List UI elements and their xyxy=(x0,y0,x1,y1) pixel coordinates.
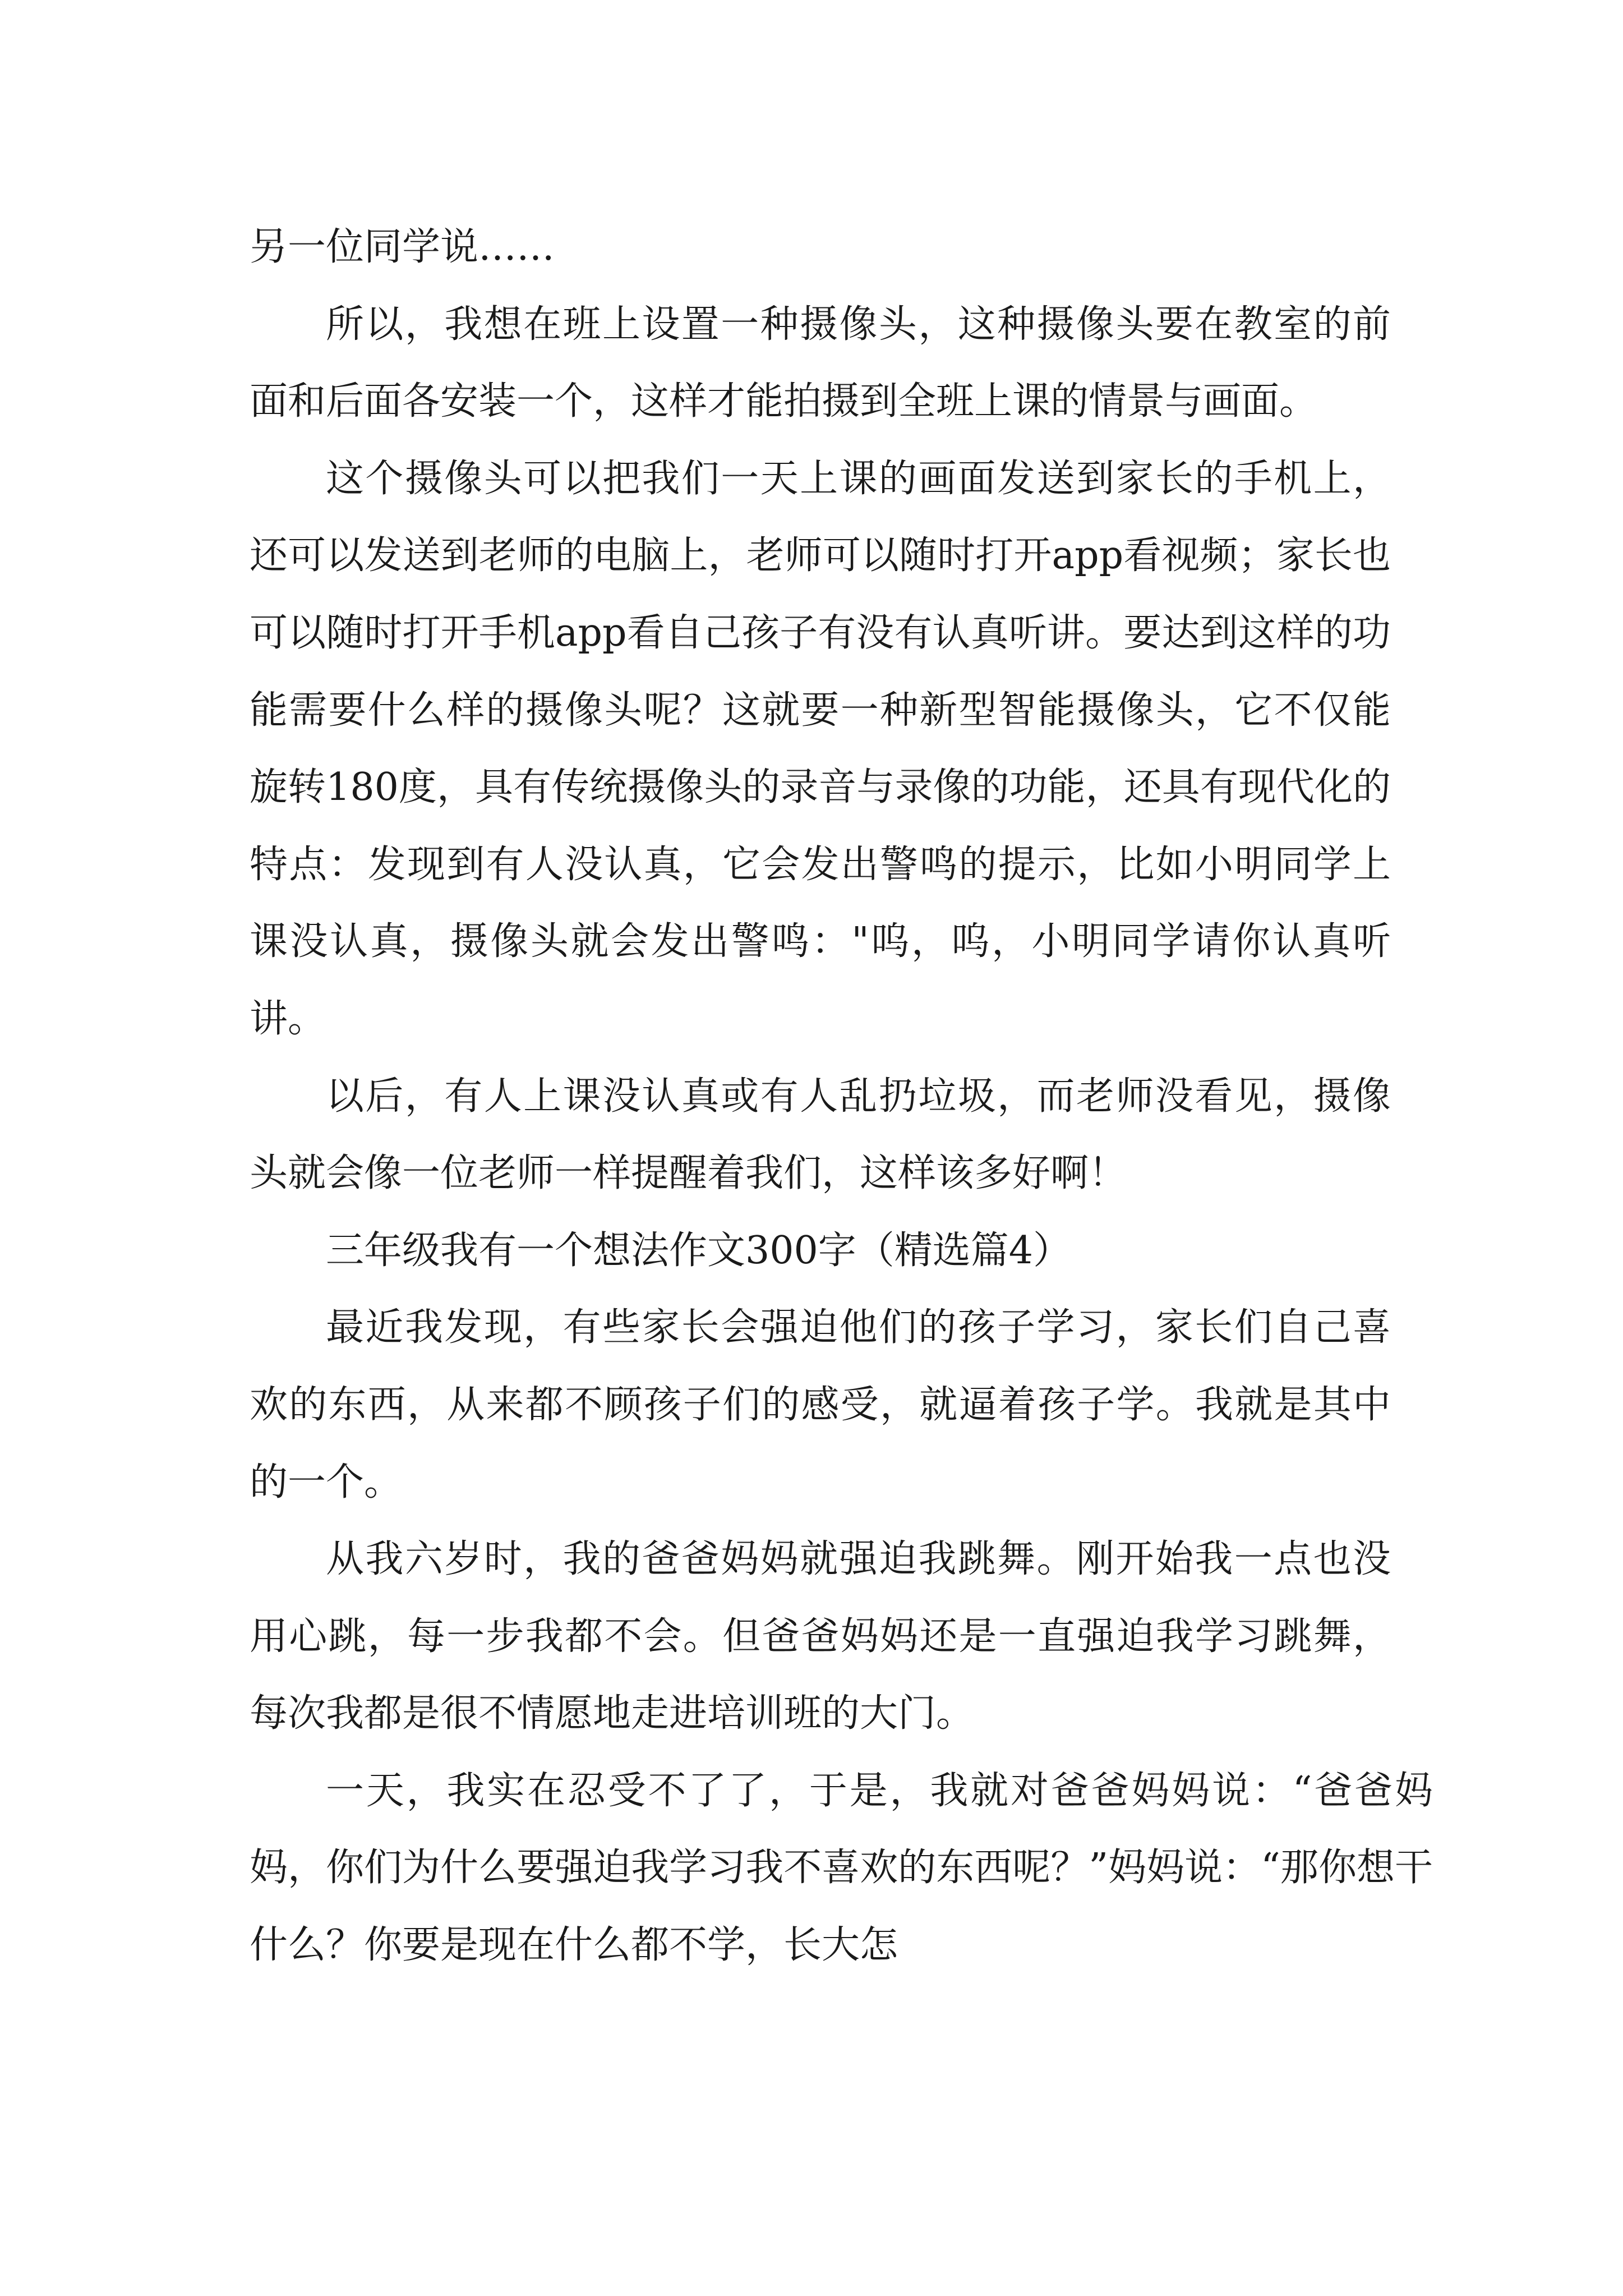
essay-heading: 三年级我有一个想法作文300字（精选篇4） xyxy=(326,1228,1072,1273)
paragraph-camera-function: 这个摄像头可以把我们一天上课的画面发送到家长的手机上，还可以发送到老师的电脑上，老师可以随时打开app看视频；家长也可以随时打开手机app看自己孩子有没有认真听讲。要达到这样的功能需要什么样的摄像头呢？这就要一种新型智能摄像头，它不仅能旋转180度，具有传统摄像头的录音与录像的功能，还具有现代化的特点：发现到有人没认真，它会发出警鸣的提示，比如小明同学上课没认真，摄像头就会发出警鸣："呜，呜，小明同学请你认真听讲。 xyxy=(250,456,1391,1041)
paragraph-conversation: 一天，我实在忍受不了了，于是，我就对爸爸妈妈说：“爸爸妈妈，你们为什么要强迫我学习我不喜欢的东西呢？”妈妈说：“那你想干什么？你要是现在什么都不学，长大怎 xyxy=(250,1768,1433,1968)
document-body xyxy=(250,209,1433,1984)
paragraph-continuation: 另一位同学说…… xyxy=(250,225,555,269)
paragraph-camera-idea: 所以，我想在班上设置一种摄像头，这种摄像头要在教室的前面和后面各安装一个，这样才能拍摄到全班上课的情景与画面。 xyxy=(250,302,1391,424)
paragraph-camera-conclusion: 以后，有人上课没认真或有人乱扔垃圾，而老师没看见，摄像头就会像一位老师一样提醒着我们，这样该多好啊！ xyxy=(250,1074,1391,1196)
paragraph-parents-force: 最近我发现，有些家长会强迫他们的孩子学习，家长们自己喜欢的东西，从来都不顾孩子们的感受，就逼着孩子学。我就是其中的一个。 xyxy=(250,1305,1391,1504)
paragraph-dance: 从我六岁时，我的爸爸妈妈就强迫我跳舞。刚开始我一点也没用心跳，每一步我都不会。但爸爸妈妈还是一直强迫我学习跳舞，每次我都是很不情愿地走进培训班的大门。 xyxy=(250,1537,1391,1736)
